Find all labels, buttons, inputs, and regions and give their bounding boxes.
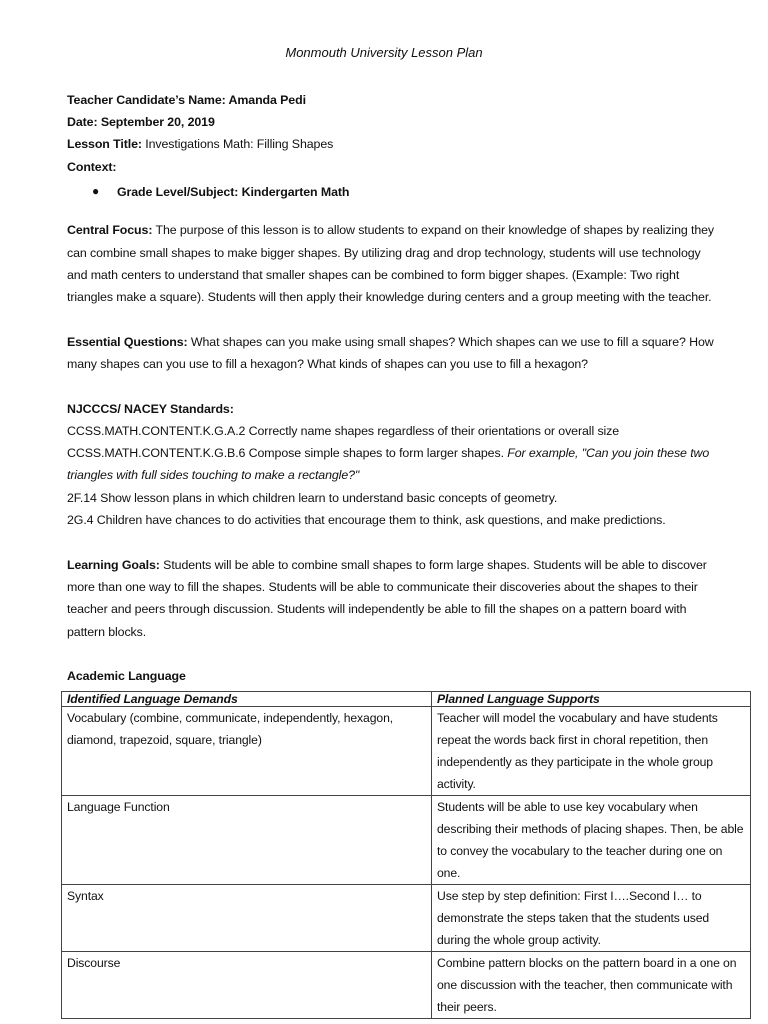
lesson-date: Date: September 20, 2019 [67, 115, 215, 129]
academic-language-table [61, 691, 751, 1019]
context-label: Context: [67, 160, 117, 174]
standard-kgb6-text: CCSS.MATH.CONTENT.K.G.B.6 Compose simple shapes to form larger shapes. [67, 446, 504, 460]
language-demand-cell: Syntax [62, 885, 432, 952]
central-focus-line-2: can combine small shapes to make bigger shapes. By utilizing drag and drop technology, students will use technology [67, 246, 701, 260]
document-title: Monmouth University Lesson Plan [285, 45, 483, 60]
lesson-title-value: Investigations Math: Filling Shapes [145, 137, 334, 151]
language-support-cell: Use step by step definition: First I….Second I… to demonstrate the steps taken that the students used during the whole group activity. [432, 885, 751, 952]
language-support-cell: Combine pattern blocks on the pattern board in a one on one discussion with the teacher, then communicate with their peers. [432, 952, 751, 1019]
academic-language-heading: Academic Language [67, 669, 186, 683]
central-focus-text-1: The purpose of this lesson is to allow students to expand on their knowledge of shapes by realizing they [155, 223, 715, 237]
standard-kgb6-example: For example, "Can you join these two [507, 446, 710, 460]
language-demand-cell: Vocabulary (combine, communicate, independently, hexagon, diamond, trapezoid, square, triangle) [62, 707, 432, 796]
grade-level: Grade Level/Subject: Kindergarten Math [117, 185, 350, 199]
central-focus-line-3: and math centers to understand that smaller shapes can be combined to form bigger shapes. (Example: Two right [67, 268, 680, 282]
standards-heading: NJCCCS/ NACEY Standards: [67, 402, 234, 416]
standard-kgb6-example-cont: triangles with full sides touching to make a rectangle?" [67, 468, 360, 482]
central-focus-label: Central Focus: [67, 223, 153, 237]
learning-goals-line-2: more than one way to fill the shapes. Students will be able to communicate their discoveries about the shapes to their [67, 580, 698, 594]
learning-goals-line-4: pattern blocks. [67, 625, 147, 639]
standard-kgb6 [67, 446, 709, 460]
standard-kga2: CCSS.MATH.CONTENT.K.G.A.2 Correctly name shapes regardless of their orientations or overall size [67, 424, 620, 438]
essential-questions-line-2: many shapes can you use to fill a hexagon? What kinds of shapes can you use to fill a hexagon? [67, 357, 588, 371]
central-focus-line-4: triangles make a square). Students will then apply their knowledge during centers and a group meeting with the teacher. [67, 290, 712, 304]
essential-questions-text-1: What shapes can you make using small shapes? Which shapes can we use to fill a square? How [190, 335, 714, 349]
bullet-icon: ● [92, 184, 100, 198]
learning-goals-text-1: Students will be able to combine small shapes to form large shapes. Students will be able to discover [163, 558, 707, 572]
table-row [62, 885, 751, 952]
language-demand-cell: Language Function [62, 796, 432, 885]
table-header-row [62, 692, 751, 707]
language-support-cell: Students will be able to use key vocabulary when describing their methods of placing shapes. Then, be able to convey the vocabulary to the teacher during one on one. [432, 796, 751, 885]
learning-goals-line-1 [67, 558, 707, 572]
table-row [62, 796, 751, 885]
language-support-cell: Teacher will model the vocabulary and have students repeat the words back first in choral repetition, then independently as they participate in the whole group activity. [432, 707, 751, 796]
learning-goals-label: Learning Goals: [67, 558, 160, 572]
standard-2f14: 2F.14 Show lesson plans in which children learn to understand basic concepts of geometry. [67, 491, 558, 505]
essential-questions-line-1 [67, 335, 714, 349]
lesson-title-label: Lesson Title: [67, 137, 142, 151]
central-focus-line-1 [67, 223, 714, 237]
language-demand-cell: Discourse [62, 952, 432, 1019]
lesson-title-row [67, 137, 333, 151]
candidate-name: Teacher Candidate’s Name: Amanda Pedi [67, 93, 306, 107]
column-header-supports: Planned Language Supports [432, 692, 751, 707]
table-row [62, 707, 751, 796]
essential-questions-label: Essential Questions: [67, 335, 188, 349]
table-row [62, 952, 751, 1019]
learning-goals-line-3: teacher and peers through discussion. Students will independently be able to fill the shapes on a pattern board with [67, 602, 687, 616]
column-header-demands: Identified Language Demands [62, 692, 432, 707]
standard-2g4: 2G.4 Children have chances to do activities that encourage them to think, ask questions, and make predictions. [67, 513, 666, 527]
